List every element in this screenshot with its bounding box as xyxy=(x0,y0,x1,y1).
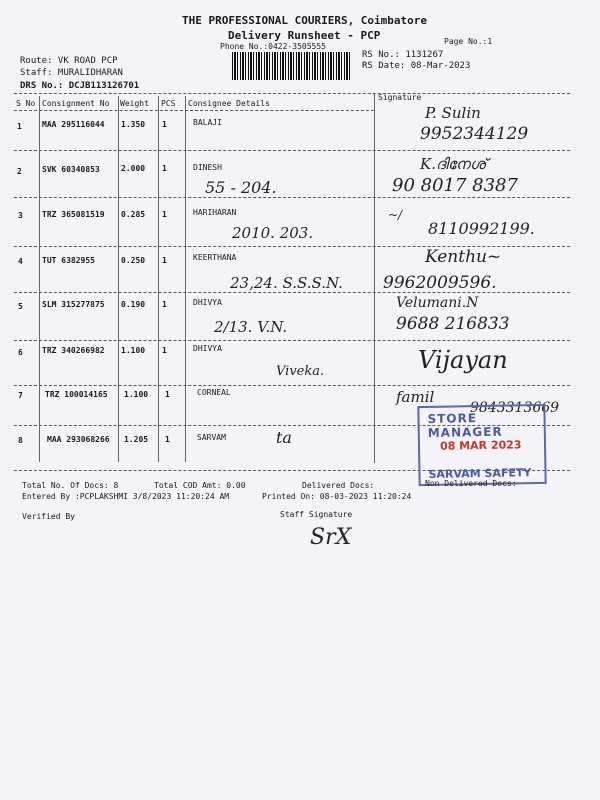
row-consignment: SLM 315277875 xyxy=(42,300,105,309)
row-phone-handwritten: 90 8017 8387 xyxy=(392,175,518,196)
row-phone-handwritten: 9962009596. xyxy=(383,273,497,293)
page-number: Page No.:1 xyxy=(444,37,493,46)
row-weight: 1.350 xyxy=(121,120,146,129)
row-consignee: DINESH xyxy=(193,163,222,172)
row-sno: 2 xyxy=(17,167,22,176)
row-consignee: BALAJI xyxy=(193,118,222,127)
row-pcs: 1 xyxy=(162,164,167,173)
row-consignment: SVK 60340853 xyxy=(42,165,100,174)
row-sno: 6 xyxy=(18,348,23,357)
row-address-handwritten: ta xyxy=(276,428,292,447)
row-signature: P. Sulin xyxy=(425,104,481,122)
row-pcs: 1 xyxy=(162,300,167,309)
company-stamp xyxy=(417,404,546,486)
row-consignment: MAA 295116044 xyxy=(42,120,105,129)
staff-signature: SrX xyxy=(310,525,352,550)
row-consignee: DHIVYA xyxy=(193,298,222,307)
signature-scribble-icon: Kenthu~ xyxy=(425,247,502,267)
non-delivered-docs: Non Delivered Docs: xyxy=(425,479,517,488)
entered-by: Entered By :PCPLAKSHMI 3/8/2023 11:20:24 AM xyxy=(22,492,230,501)
row-sno: 5 xyxy=(18,302,23,311)
row-weight: 1.205 xyxy=(124,435,149,444)
row-consignee: KEERTHANA xyxy=(193,253,237,262)
barcode xyxy=(232,52,352,80)
document-title: Delivery Runsheet - PCP xyxy=(228,29,381,42)
row-weight: 1.100 xyxy=(124,390,149,399)
row-consignment: MAA 293068266 xyxy=(47,435,110,444)
row-weight: 0.190 xyxy=(121,300,146,309)
row-consignee: HARIHARAN xyxy=(193,208,237,217)
stamp-date: 08 MAR 2023 xyxy=(439,438,522,453)
stamp-company: SARVAM SAFETY xyxy=(428,466,532,481)
row-address-handwritten: 2/13. V.N. xyxy=(214,318,288,336)
col-signature: Signature xyxy=(378,93,422,102)
col-weight: Weight xyxy=(120,99,149,108)
row-pcs: 1 xyxy=(165,435,170,444)
row-sno: 1 xyxy=(17,122,22,131)
drs-number: DRS No.: DCJB113126701 xyxy=(20,81,140,91)
row-pcs: 1 xyxy=(162,256,167,265)
row-weight: 0.285 xyxy=(121,210,146,219)
rs-number: RS No.: 1131267 xyxy=(362,50,444,60)
row-weight: 2.000 xyxy=(121,164,146,173)
col-consignment: Consignment No xyxy=(42,99,110,108)
row-consignment: TRZ 100014165 xyxy=(45,390,108,399)
row-sno: 3 xyxy=(18,211,23,220)
row-signature: K.ദിനേശ് xyxy=(420,155,487,173)
signature-scribble-icon: ~/ xyxy=(388,208,403,222)
route-label: Route: VK ROAD PCP xyxy=(20,56,118,66)
row-sno: 8 xyxy=(18,436,23,445)
total-docs: Total No. Of Docs: 8 xyxy=(22,481,119,490)
row-phone-handwritten: 9843313669 xyxy=(470,400,560,416)
company-name: THE PROFESSIONAL COURIERS, Coimbatore xyxy=(182,14,428,27)
col-pcs: PCS xyxy=(161,99,176,108)
phone-number: Phone No.:0422-3505555 xyxy=(220,42,326,51)
row-pcs: 1 xyxy=(162,346,167,355)
row-consignee: SARVAM xyxy=(197,433,226,442)
row-address-handwritten: 23,24. S.S.S.N. xyxy=(230,274,343,292)
verified-by: Verified By xyxy=(22,512,75,521)
row-signature: Velumani.N xyxy=(396,295,479,311)
row-address-handwritten: 2010. 203. xyxy=(232,224,314,242)
row-weight: 0.250 xyxy=(121,256,146,265)
row-consignee: DHIVYA xyxy=(193,344,222,353)
total-cod: Total COD Amt: 0.00 xyxy=(154,481,246,490)
row-pcs: 1 xyxy=(162,120,167,129)
row-consignment: TUT 6382955 xyxy=(42,256,95,265)
printed-on: Printed On: 08-03-2023 11:20:24 xyxy=(262,492,412,501)
row-address-handwritten: 55 - 204. xyxy=(205,178,277,197)
row-weight: 1.100 xyxy=(121,346,146,355)
row-pcs: 1 xyxy=(165,390,170,399)
col-consignee: Consignee Details xyxy=(188,99,270,108)
row-phone-handwritten: 9952344129 xyxy=(420,124,529,144)
rs-date: RS Date: 08-Mar-2023 xyxy=(362,61,471,71)
stamp-title: STORE MANAGER xyxy=(427,411,503,440)
row-phone-handwritten: 9688 216833 xyxy=(396,314,510,334)
row-pcs: 1 xyxy=(162,210,167,219)
row-consignment: TRZ 340266982 xyxy=(42,346,105,355)
row-phone-handwritten: 8110992199. xyxy=(428,219,535,238)
row-sno: 4 xyxy=(18,257,23,266)
staff-label: Staff: MURALIDHARAN xyxy=(20,68,123,78)
delivered-docs: Delivered Docs: xyxy=(302,481,375,490)
row-address-handwritten: Viveka. xyxy=(276,364,325,379)
row-sno: 7 xyxy=(18,391,23,400)
row-consignment: TRZ 365081519 xyxy=(42,210,105,219)
row-signature: Vijayan xyxy=(418,346,508,374)
signature-scribble-icon: famil xyxy=(396,388,435,406)
row-consignee: CORNEAL xyxy=(197,388,231,397)
col-sno: S No xyxy=(16,99,36,108)
staff-signature-label: Staff Signature xyxy=(280,510,353,519)
